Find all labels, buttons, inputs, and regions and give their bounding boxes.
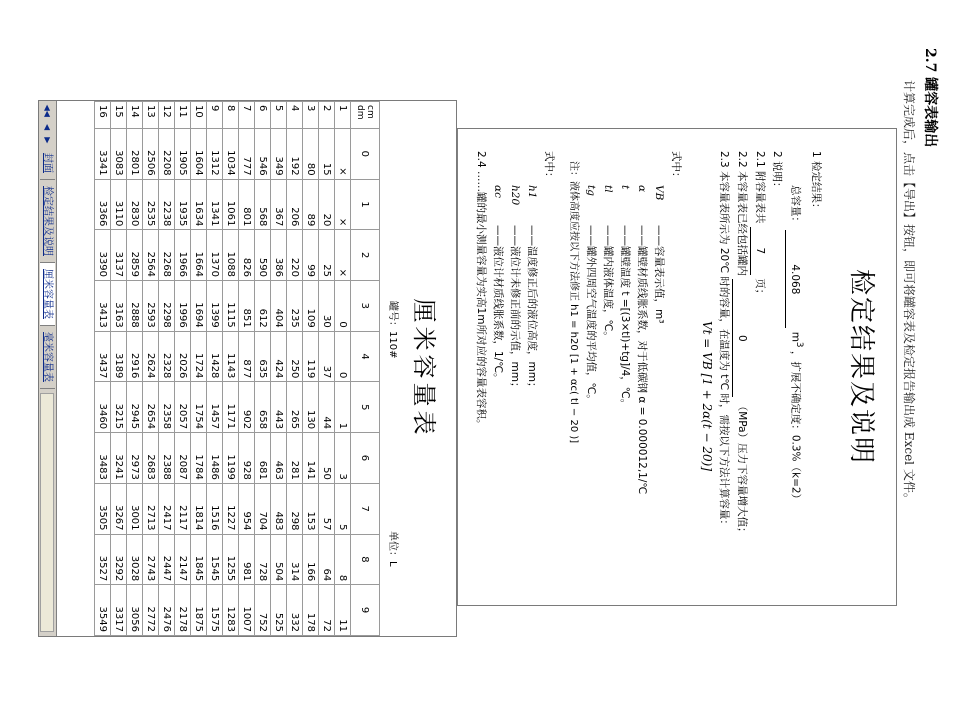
- table-cell[interactable]: ×: [335, 179, 351, 230]
- table-cell[interactable]: 265: [287, 382, 303, 433]
- table-cell[interactable]: 2298: [159, 281, 175, 332]
- row-header: 7: [239, 102, 255, 129]
- table-cell[interactable]: 635: [255, 331, 271, 382]
- table-cell[interactable]: 1724: [191, 331, 207, 382]
- row-header: 16: [95, 102, 111, 129]
- table-cell[interactable]: 2178: [175, 585, 191, 636]
- table-cell[interactable]: 2859: [127, 230, 143, 281]
- table-cell[interactable]: ×: [335, 128, 351, 179]
- column-header: 0: [351, 128, 380, 179]
- definition: ——液位计未修正前的示值，mm；: [509, 225, 522, 393]
- row-header: 6: [255, 102, 271, 129]
- table-cell[interactable]: 3: [335, 433, 351, 484]
- table-cell[interactable]: 332: [287, 585, 303, 636]
- table-cell[interactable]: 220: [287, 230, 303, 281]
- table-cell[interactable]: 546: [255, 128, 271, 179]
- table-cell[interactable]: 3460: [95, 382, 111, 433]
- table-cell[interactable]: 752: [255, 585, 271, 636]
- pressure-value: 0: [733, 279, 751, 397]
- table-cell[interactable]: 30: [319, 281, 335, 332]
- definition: ——罐外四周空气温度的平均值，℃。: [585, 225, 598, 405]
- table-cell[interactable]: 801: [239, 179, 255, 230]
- table-cell[interactable]: 1875: [191, 585, 207, 636]
- report-line: 式中：: [670, 151, 683, 183]
- table-cell[interactable]: 1171: [223, 382, 239, 433]
- table-cell[interactable]: 20: [319, 179, 335, 230]
- table-cell[interactable]: 2973: [127, 433, 143, 484]
- table-cell[interactable]: 281: [287, 433, 303, 484]
- table-cell[interactable]: 89: [303, 179, 319, 230]
- table-cell[interactable]: 3189: [111, 331, 127, 382]
- table-cell[interactable]: 1814: [191, 483, 207, 534]
- table-cell[interactable]: 44: [319, 382, 335, 433]
- sheet-tab-bar: [39, 101, 57, 636]
- symbol: VB: [653, 185, 666, 201]
- table-cell[interactable]: 314: [287, 534, 303, 585]
- report-line: 1 检定结果：: [810, 151, 822, 214]
- table-cell[interactable]: 1935: [175, 179, 191, 230]
- table-cell[interactable]: 2417: [159, 483, 175, 534]
- definition: ——液位计材质线胀系数，1/℃。: [492, 225, 505, 384]
- row-header: 13: [143, 102, 159, 129]
- table-cell[interactable]: 235: [287, 281, 303, 332]
- table-cell[interactable]: 568: [255, 179, 271, 230]
- row-header: 12: [159, 102, 175, 129]
- prev-sheet-icon[interactable]: ◀: [43, 124, 52, 131]
- column-header: 9: [351, 585, 380, 636]
- table-cell[interactable]: 3267: [111, 483, 127, 534]
- column-header: 2: [351, 230, 380, 281]
- total-capacity-unit: m: [789, 331, 802, 342]
- symbol: αc: [492, 185, 505, 198]
- table-cell[interactable]: 2624: [143, 331, 159, 382]
- table-cell[interactable]: 3056: [127, 585, 143, 636]
- report-line: 2.4 ……罐的最小测量容量为实高1m所对应的容量表容积。: [475, 151, 488, 430]
- row-header: 1: [335, 102, 351, 129]
- table-cell[interactable]: 681: [255, 433, 271, 484]
- table-cell[interactable]: 250: [287, 331, 303, 382]
- table-cell[interactable]: 386: [271, 230, 287, 281]
- definition-line: [524, 151, 541, 595]
- table-cell[interactable]: 153: [303, 483, 319, 534]
- table-cell[interactable]: 1545: [207, 534, 223, 585]
- table-cell[interactable]: 1428: [207, 331, 223, 382]
- table-cell[interactable]: 80: [303, 128, 319, 179]
- table-cell[interactable]: 612: [255, 281, 271, 332]
- table-cell[interactable]: 2743: [143, 534, 159, 585]
- table-cell[interactable]: 2147: [175, 534, 191, 585]
- table-cell[interactable]: 504: [271, 534, 287, 585]
- total-capacity-label: 总容量：: [789, 185, 802, 227]
- table-cell[interactable]: 2358: [159, 382, 175, 433]
- tab-mm-table[interactable]: 毫米容量表: [40, 326, 55, 389]
- table-cell[interactable]: 2238: [159, 179, 175, 230]
- table-cell[interactable]: 3366: [95, 179, 111, 230]
- table-row: [143, 102, 159, 636]
- table-cell[interactable]: 178: [303, 585, 319, 636]
- table-cell[interactable]: 3527: [95, 534, 111, 585]
- table-cell[interactable]: 2683: [143, 433, 159, 484]
- table-cell[interactable]: 50: [319, 433, 335, 484]
- table-cell[interactable]: 1604: [191, 128, 207, 179]
- table-cell[interactable]: 1486: [207, 433, 223, 484]
- table-row: [95, 102, 111, 636]
- table-cell[interactable]: 3163: [111, 281, 127, 332]
- definition: ——温度修正后的液位高度，mm；: [526, 225, 539, 393]
- unit-label: 单位：L: [387, 531, 398, 567]
- table-cell[interactable]: 877: [239, 331, 255, 382]
- row-header: 9: [207, 102, 223, 129]
- table-row: [111, 102, 127, 636]
- table-cell[interactable]: 2830: [127, 179, 143, 230]
- corner-dm: dm: [355, 105, 365, 120]
- capacity-table: [94, 101, 380, 636]
- table-cell[interactable]: 2026: [175, 331, 191, 382]
- definition-line: [651, 151, 668, 595]
- table-cell[interactable]: 3215: [111, 382, 127, 433]
- tab-cm-table[interactable]: 厘米容量表: [40, 263, 55, 326]
- table-cell[interactable]: 1283: [223, 585, 239, 636]
- table-cell[interactable]: 2447: [159, 534, 175, 585]
- table-row: [127, 102, 143, 636]
- capacity-table-title: 厘米容量表: [410, 298, 438, 439]
- first-sheet-icon[interactable]: ◀◀: [43, 104, 52, 117]
- tab-scroll-buttons[interactable]: [43, 101, 52, 147]
- table-cell[interactable]: 1255: [223, 534, 239, 585]
- table-cell[interactable]: 192: [287, 128, 303, 179]
- column-header: 4: [351, 331, 380, 382]
- definition-line: [617, 151, 634, 595]
- table-cell[interactable]: 463: [271, 433, 287, 484]
- row-header: 4: [287, 102, 303, 129]
- table-cell[interactable]: 3317: [111, 585, 127, 636]
- table-cell[interactable]: 3341: [95, 128, 111, 179]
- table-cell[interactable]: 1845: [191, 534, 207, 585]
- table-cell[interactable]: 2801: [127, 128, 143, 179]
- table-cell[interactable]: 404: [271, 281, 287, 332]
- pages-value: 7: [751, 227, 769, 275]
- report-line: 式中：: [543, 151, 556, 183]
- table-cell[interactable]: 298: [287, 483, 303, 534]
- pages-suffix: 页；: [754, 278, 767, 300]
- table-cell[interactable]: 1199: [223, 433, 239, 484]
- column-header: 8: [351, 534, 380, 585]
- symbol: tg: [585, 185, 598, 196]
- definition: ——罐内液体温度，℃。: [602, 225, 615, 342]
- table-row: [287, 102, 303, 636]
- column-header: 5: [351, 382, 380, 433]
- horizontal-scrollbar[interactable]: [41, 393, 55, 632]
- table-cell[interactable]: 1516: [207, 483, 223, 534]
- tab-report[interactable]: 检定结果及说明: [40, 180, 55, 263]
- table-cell[interactable]: 1370: [207, 230, 223, 281]
- table-cell[interactable]: 2535: [143, 179, 159, 230]
- table-cell[interactable]: 367: [271, 179, 287, 230]
- table-cell[interactable]: 777: [239, 128, 255, 179]
- table-cell[interactable]: 64: [319, 534, 335, 585]
- definition-line: [583, 151, 600, 595]
- table-cell[interactable]: 119: [303, 331, 319, 382]
- table-cell[interactable]: 1966: [175, 230, 191, 281]
- report-line: 2.3 本容量表所示为 20℃ 时的容量，在温度为 t℃ 时，需按以下方法计算容量：: [718, 151, 731, 530]
- table-corner: [351, 102, 380, 129]
- table-cell[interactable]: 2888: [127, 281, 143, 332]
- table-cell[interactable]: 37: [319, 331, 335, 382]
- tank-number: 罐号：110#: [387, 301, 398, 359]
- table-cell[interactable]: 1088: [223, 230, 239, 281]
- corner-cm: cm: [365, 105, 375, 119]
- row-header: 15: [111, 102, 127, 129]
- column-header: 6: [351, 433, 380, 484]
- table-cell[interactable]: 166: [303, 534, 319, 585]
- table-row: [319, 102, 335, 636]
- capacity-table-screenshot: [38, 100, 457, 637]
- table-cell[interactable]: 1634: [191, 179, 207, 230]
- table-cell[interactable]: 851: [239, 281, 255, 332]
- table-cell[interactable]: 2208: [159, 128, 175, 179]
- table-cell[interactable]: 3505: [95, 483, 111, 534]
- table-cell[interactable]: 1664: [191, 230, 207, 281]
- row-header: 8: [223, 102, 239, 129]
- table-cell[interactable]: 424: [271, 331, 287, 382]
- table-cell[interactable]: 2593: [143, 281, 159, 332]
- table-cell[interactable]: 483: [271, 483, 287, 534]
- table-cell[interactable]: 0: [335, 281, 351, 332]
- table-cell[interactable]: 3028: [127, 534, 143, 585]
- table-cell[interactable]: 1: [335, 382, 351, 433]
- table-cell[interactable]: 826: [239, 230, 255, 281]
- table-cell[interactable]: 99: [303, 230, 319, 281]
- report-line: 总容量： 4.068 $m^3$ ，扩展不确定度：0.3%（k=2）: [786, 151, 808, 595]
- table-cell[interactable]: 525: [271, 585, 287, 636]
- table-cell[interactable]: 206: [287, 179, 303, 230]
- column-header: 7: [351, 483, 380, 534]
- table-row: [271, 102, 287, 636]
- table-row: [223, 102, 239, 636]
- report-line: [733, 151, 751, 595]
- table-cell[interactable]: 2268: [159, 230, 175, 281]
- table-cell[interactable]: 902: [239, 382, 255, 433]
- table-cell[interactable]: 3437: [95, 331, 111, 382]
- table-cell[interactable]: 2476: [159, 585, 175, 636]
- table-cell[interactable]: 15: [319, 128, 335, 179]
- table-row: [191, 102, 207, 636]
- section-intro: 计算完成后，点击【导出】按钮，即可将罐容表及检定报告输出成 Excel 文件。: [902, 80, 916, 505]
- table-cell[interactable]: 2506: [143, 128, 159, 179]
- pressure-suffix: （MPa）压力下容量增大值；: [736, 400, 749, 538]
- table-cell[interactable]: 1341: [207, 179, 223, 230]
- table-cell[interactable]: 1575: [207, 585, 223, 636]
- table-cell[interactable]: 1457: [207, 382, 223, 433]
- table-header-row: [351, 102, 380, 636]
- table-row: [335, 102, 351, 636]
- report-line: 2 说明：: [771, 151, 784, 193]
- table-cell[interactable]: 1061: [223, 179, 239, 230]
- table-cell[interactable]: 5: [335, 483, 351, 534]
- table-cell[interactable]: 2916: [127, 331, 143, 382]
- table-cell[interactable]: 8: [335, 534, 351, 585]
- table-cell[interactable]: 1754: [191, 382, 207, 433]
- table-cell[interactable]: 3137: [111, 230, 127, 281]
- section-heading: 2.7 罐容表输出: [922, 48, 938, 148]
- table-cell[interactable]: 2945: [127, 382, 143, 433]
- table-cell[interactable]: 72: [319, 585, 335, 636]
- table-cell[interactable]: 2713: [143, 483, 159, 534]
- table-cell[interactable]: 3483: [95, 433, 111, 484]
- table-cell[interactable]: 1034: [223, 128, 239, 179]
- table-cell[interactable]: 1399: [207, 281, 223, 332]
- definition: ——容量表示值，m³: [653, 225, 666, 324]
- report-body: [473, 151, 825, 595]
- table-cell[interactable]: 954: [239, 483, 255, 534]
- table-cell[interactable]: 1996: [175, 281, 191, 332]
- row-header: 11: [175, 102, 191, 129]
- table-cell[interactable]: 0: [335, 331, 351, 382]
- row-header: 10: [191, 102, 207, 129]
- table-cell[interactable]: 2117: [175, 483, 191, 534]
- table-cell[interactable]: 2564: [143, 230, 159, 281]
- table-cell[interactable]: 109: [303, 281, 319, 332]
- table-cell[interactable]: ×: [335, 230, 351, 281]
- definition: ——罐壁材质线胀系数，对于低碳钢 α = 0.000012,1/℃: [636, 225, 649, 495]
- row-header: 3: [303, 102, 319, 129]
- table-cell[interactable]: 2388: [159, 433, 175, 484]
- table-cell[interactable]: 3390: [95, 230, 111, 281]
- formula-volume: Vt = VB [1 + 2α(t − 20)]: [700, 321, 715, 472]
- table-cell[interactable]: 25: [319, 230, 335, 281]
- symbol: h20: [509, 185, 522, 206]
- table-cell[interactable]: 2328: [159, 331, 175, 382]
- symbol: tl: [602, 185, 615, 193]
- tab-cover[interactable]: 封面: [40, 147, 55, 180]
- table-cell[interactable]: 3292: [111, 534, 127, 585]
- table-cell[interactable]: 3549: [95, 585, 111, 636]
- table-cell[interactable]: 2057: [175, 382, 191, 433]
- table-cell[interactable]: 3413: [95, 281, 111, 332]
- total-capacity-value: 4.068: [786, 230, 804, 328]
- table-cell[interactable]: 57: [319, 483, 335, 534]
- table-cell[interactable]: 1905: [175, 128, 191, 179]
- table-cell[interactable]: 704: [255, 483, 271, 534]
- table-cell[interactable]: 728: [255, 534, 271, 585]
- table-cell[interactable]: 1115: [223, 281, 239, 332]
- table-cell[interactable]: 2087: [175, 433, 191, 484]
- table-row: [239, 102, 255, 636]
- table-cell[interactable]: 349: [271, 128, 287, 179]
- table-cell[interactable]: 1784: [191, 433, 207, 484]
- report-line: [751, 151, 769, 595]
- definition-line: [507, 151, 524, 595]
- table-cell[interactable]: 3241: [111, 433, 127, 484]
- table-row: [255, 102, 271, 636]
- definition-line: [490, 151, 507, 595]
- table-row: [207, 102, 223, 636]
- uncertainty-text: ，扩展不确定度：0.3%（k=2）: [789, 350, 802, 505]
- correction-note: 注：液体高度应按以下方法修正 h1 = h20 [1 + αc( tl − 20 )]: [568, 161, 580, 444]
- table-cell[interactable]: 11: [335, 585, 351, 636]
- report-title: 检定结果及说明: [846, 268, 876, 465]
- table-cell[interactable]: 3001: [127, 483, 143, 534]
- symbol: h1: [526, 185, 539, 199]
- row-header: 14: [127, 102, 143, 129]
- table-cell[interactable]: 1312: [207, 128, 223, 179]
- table-cell[interactable]: 1227: [223, 483, 239, 534]
- table-cell[interactable]: 658: [255, 382, 271, 433]
- table-cell[interactable]: 928: [239, 433, 255, 484]
- row-header: 5: [271, 102, 287, 129]
- table-row: [159, 102, 175, 636]
- table-cell[interactable]: 1694: [191, 281, 207, 332]
- table-cell[interactable]: 1143: [223, 331, 239, 382]
- table-cell[interactable]: 3110: [111, 179, 127, 230]
- column-header: 1: [351, 179, 380, 230]
- next-sheet-icon[interactable]: ▶: [43, 137, 52, 144]
- table-cell[interactable]: 1007: [239, 585, 255, 636]
- symbol: t: [619, 185, 632, 190]
- definition: ——罐壁温度 t =[(3×tl)+tg]/4，℃。: [619, 225, 632, 410]
- table-cell[interactable]: 2654: [143, 382, 159, 433]
- table-cell[interactable]: 141: [303, 433, 319, 484]
- table-row: [175, 102, 191, 636]
- definition-line: [600, 151, 617, 595]
- table-row: [303, 102, 319, 636]
- table-cell[interactable]: 2772: [143, 585, 159, 636]
- definition-line: [634, 151, 651, 595]
- table-cell[interactable]: 590: [255, 230, 271, 281]
- table-cell[interactable]: 981: [239, 534, 255, 585]
- table-cell[interactable]: 3083: [111, 128, 127, 179]
- table-cell[interactable]: 130: [303, 382, 319, 433]
- pressure-label: 2.2 本容量表已经包括罐内: [736, 151, 749, 277]
- row-header: 2: [319, 102, 335, 129]
- table-cell[interactable]: 443: [271, 382, 287, 433]
- column-header: 3: [351, 281, 380, 332]
- report-sheet-screenshot: [439, 128, 897, 606]
- symbol: α: [636, 185, 649, 193]
- pages-label: 2.1 附容量表共: [754, 151, 767, 224]
